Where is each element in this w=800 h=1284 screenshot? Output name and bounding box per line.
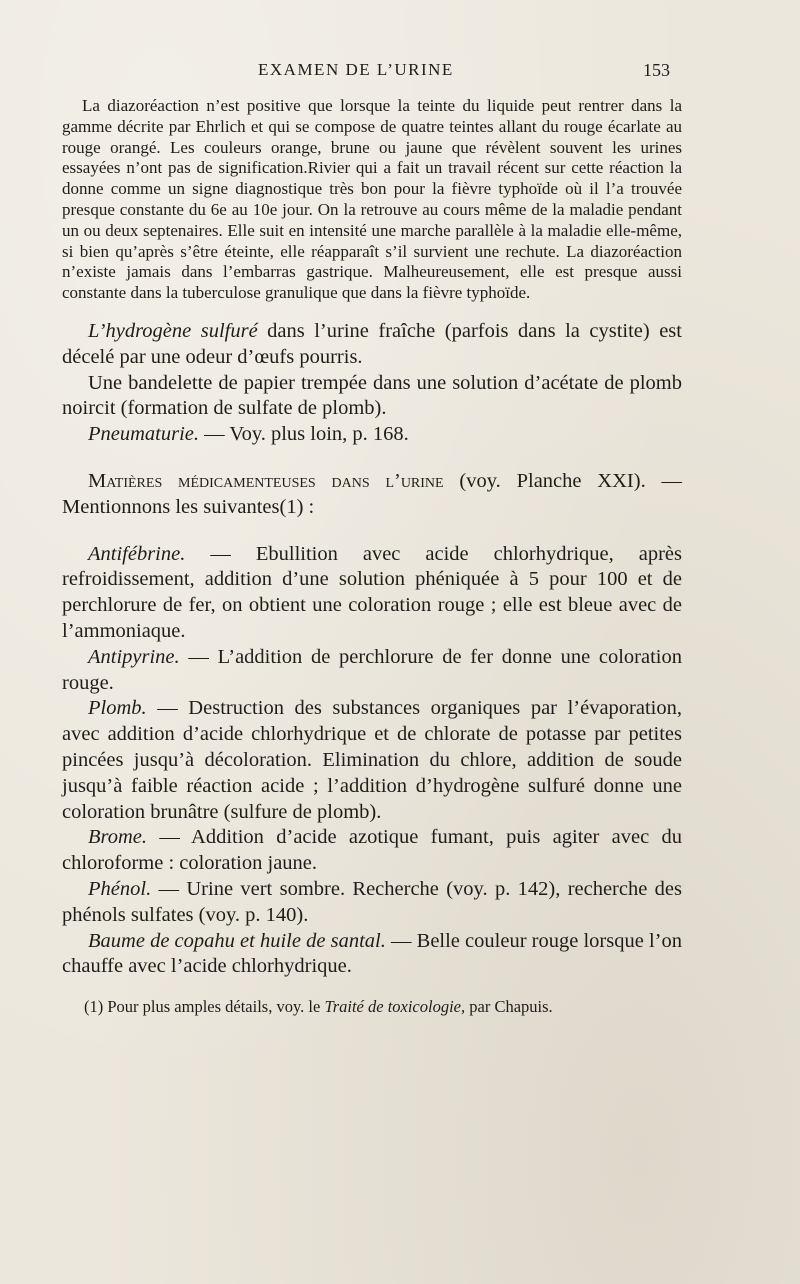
paragraph-text: dans l’urine fraîche (parfois dans la cystite) est décelé par une odeur d’œufs pourris. [62,319,682,368]
term-pneumaturie: Pneumaturie. [88,423,200,446]
footnote-prefix: (1) Pour plus amples détails, voy. le [84,997,325,1017]
page-header [0,60,800,84]
paragraph-antifebrine [62,542,682,645]
paragraph-text: — Belle couleur rouge lorsque l’on chauffe avec l’acide chlorhydrique. [62,929,682,978]
footnote [62,996,682,1017]
paragraph-pneumaturie [62,422,682,448]
paragraph-text: — Addition d’acide azotique fumant, puis agiter avec du chloroforme : coloration jaune. [62,826,682,875]
paragraph-bandelette: Une bandelette de papier trempée dans une solution d’acétate de plomb noircit (formation de sulfate de plomb). [62,371,682,420]
term-brome: Brome. [88,826,148,849]
paragraph-hydrogene-sulfure [62,319,682,371]
paragraph-text: (voy. Planche XXI). — Mentionnons les suivantes(1) : [62,469,683,518]
paragraph-phenol [62,877,682,929]
section-heading: Matières médicamenteuses dans l’urine [88,469,444,492]
paragraph-text: — Voy. plus loin, p. 168. [199,423,409,446]
paragraph-text: — Ebullition avec acide chlorhydrique, après refroidissement, addition d’une solution phéniquée à 5 pour 100 et de perchlorure de fer, on obtient une coloration rouge ; elle est bleue avec de l’ammoniaque. [62,542,682,642]
footnote-title: Traité de toxicologie, [324,997,466,1017]
paragraph-baume-copahu [62,929,682,981]
paragraph-matieres-medicamenteuses [62,469,682,521]
running-head: EXAMEN DE L’URINE [258,60,454,79]
term-antifebrine: Antifébrine. [88,542,186,565]
page-body [62,96,682,1017]
page-number: 153 [643,60,670,80]
paragraph-text: — Destruction des substances organiques par l’évaporation, avec addition d’acide chlorhydrique et de chlorate de potasse par petites pincées jusqu’à décoloration. Elimination du chlore, addition de soude jusqu’à faible réaction acide ; l’addition d’hydrogène sulfuré donne une coloration brunâtre (sulfure de plomb). [62,697,682,823]
paragraph-plomb [62,696,682,825]
paragraph-diazoreaction: La diazoréaction n’est positive que lorsque la teinte du liquide peut rentrer dans la gamme décrite par Ehrlich et qui se compose de quatre teintes allant du rouge écarlate au rouge orangé. Les couleurs orange, brune ou jaune que révèlent souvent les urines essayées n’ont pas de signification.Rivier qui a fait un travail récent sur cette réaction la donne comme un signe diagnostique très bon pour la fièvre typhoïde où il l’a trouvée presque constante du 6e au 10e jour. On la retrouve au cours même de la maladie pendant un ou deux septenaires. Elle suit en intensité une marche parallèle à la maladie elle-même, si bien qu’après s’être éteinte, elle réapparaît s’il survient une rechute. La diazoréaction n’existe jamais dans l’embarras gastrique. Malheureusement, elle est presque aussi constante dans la tuberculose granulique que dans la fièvre typhoïde. [62,96,682,303]
paragraph-text: — L’addition de perchlorure de fer donne une coloration rouge. [62,645,682,694]
term-hydrogene-sulfure: L’hydrogène sulfuré [88,319,258,342]
paragraph-brome [62,825,682,877]
term-phenol: Phénol. [88,877,152,900]
term-antipyrine: Antipyrine. [88,645,180,668]
term-baume-copahu: Baume de copahu et huile de santal. [88,929,386,952]
term-plomb: Plomb. [88,697,147,720]
paragraph-text: — Urine vert sombre. Recherche (voy. p. 142), recherche des phénols sulfates (voy. p. 140). [62,877,682,926]
paragraph-antipyrine [62,645,682,697]
footnote-suffix: par Chapuis. [465,997,553,1017]
